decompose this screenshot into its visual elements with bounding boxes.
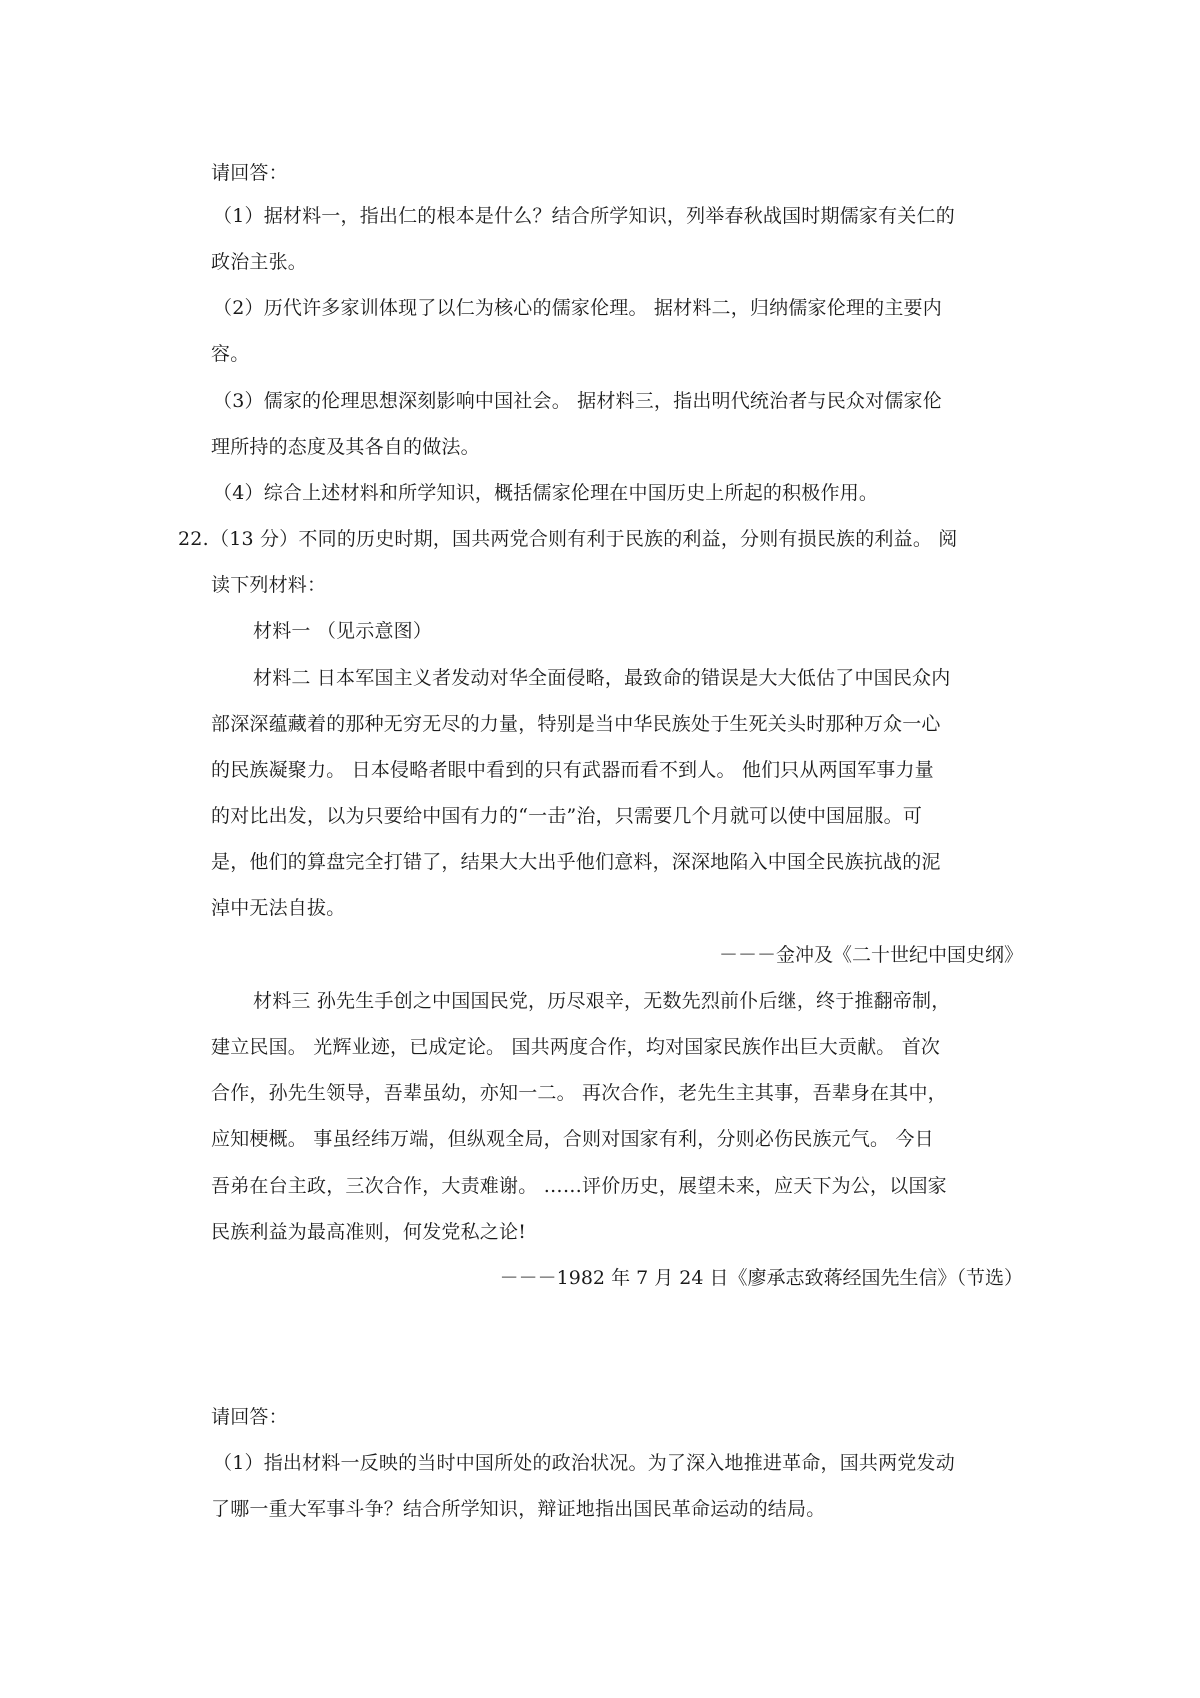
material-3-line-6: 民族利益为最高准则，何发党私之论!: [211, 1221, 527, 1243]
material-3-line-2: 建立民国。 光辉业迹，已成定论。 国共两度合作，均对国家民族作出巨大贡献。 首次: [211, 1036, 941, 1058]
material-3-line-3: 合作，孙先生领导，吾辈虽幼，亦知一二。 再次合作，老先生主其事，吾辈身在其中，: [211, 1082, 947, 1104]
question-2-line-1: （2）历代许多家训体现了以仁为核心的儒家伦理。 据材料二，归纳儒家伦理的主要内: [213, 297, 942, 319]
material-2-source: －－－金冲及《二十世纪中国史纲》: [718, 944, 1023, 966]
material-3-source: －－－1982 年 7 月 24 日《廖承志致蒋经国先生信》（节选）: [499, 1267, 1023, 1289]
material-2-line-6: 淖中无法自拔。: [211, 897, 346, 919]
answer-prompt-22: 请回答：: [211, 1406, 288, 1428]
question-3-line-2: 理所持的态度及其各自的做法。: [211, 436, 480, 458]
question-3-line-1: （3）儒家的伦理思想深刻影响中国社会。 据材料三，指出明代统治者与民众对儒家伦: [213, 390, 942, 412]
material-3-line-5: 吾弟在台主政，三次合作，大责难谢。 ……评价历史，展望未来，应天下为公，以国家: [211, 1175, 947, 1197]
material-2-line-3: 的民族凝聚力。 日本侵略者眼中看到的只有武器而看不到人。 他们只从两国军事力量: [211, 759, 934, 781]
question-22-1-line-2: 了哪一重大军事斗争？结合所学知识，辩证地指出国民革命运动的结局。: [211, 1498, 826, 1520]
question-4-line-1: （4）综合上述材料和所学知识，概括儒家伦理在中国历史上所起的积极作用。: [213, 482, 879, 504]
material-2-line-4: 的对比出发，以为只要给中国有力的“一击”治，只需要几个月就可以使中国屈服。可: [211, 805, 923, 827]
question-2-line-2: 容。: [211, 343, 250, 365]
question-22-intro-line-2: 读下列材料：: [211, 574, 327, 596]
material-3-line-1: 材料三 孙先生手创之中国国民党，历尽艰辛，无数先烈前仆后继，终于推翻帝制，: [253, 990, 951, 1012]
material-2-line-1: 材料二 日本军国主义者发动对华全面侵略，最致命的错误是大大低估了中国民众内: [253, 667, 951, 689]
question-number: 22.: [178, 528, 209, 550]
question-1-line-1: （1）据材料一，指出仁的根本是什么？结合所学知识，列举春秋战国时期儒家有关仁的: [213, 205, 955, 227]
material-2-line-2: 部深深蕴藏着的那种无穷无尽的力量，特别是当中华民族处于生死关头时那种万众一心: [211, 713, 941, 735]
material-1: 材料一 （见示意图）: [253, 620, 433, 642]
question-22-1-line-1: （1）指出材料一反映的当时中国所处的政治状况。为了深入地推进革命，国共两党发动: [213, 1452, 955, 1474]
question-22-intro-line-1: （13 分）不同的历史时期，国共两党合则有利于民族的利益，分则有损民族的利益。 阅: [210, 528, 958, 550]
answer-prompt: 请回答：: [211, 162, 288, 184]
question-1-line-2: 政治主张。: [211, 251, 308, 273]
material-3-line-4: 应知梗概。 事虽经纬万端，但纵观全局，合则对国家有利，分则必伤民族元气。 今日: [211, 1128, 934, 1150]
material-2-line-5: 是，他们的算盘完全打错了，结果大大出乎他们意料，深深地陷入中国全民族抗战的泥: [211, 851, 941, 873]
